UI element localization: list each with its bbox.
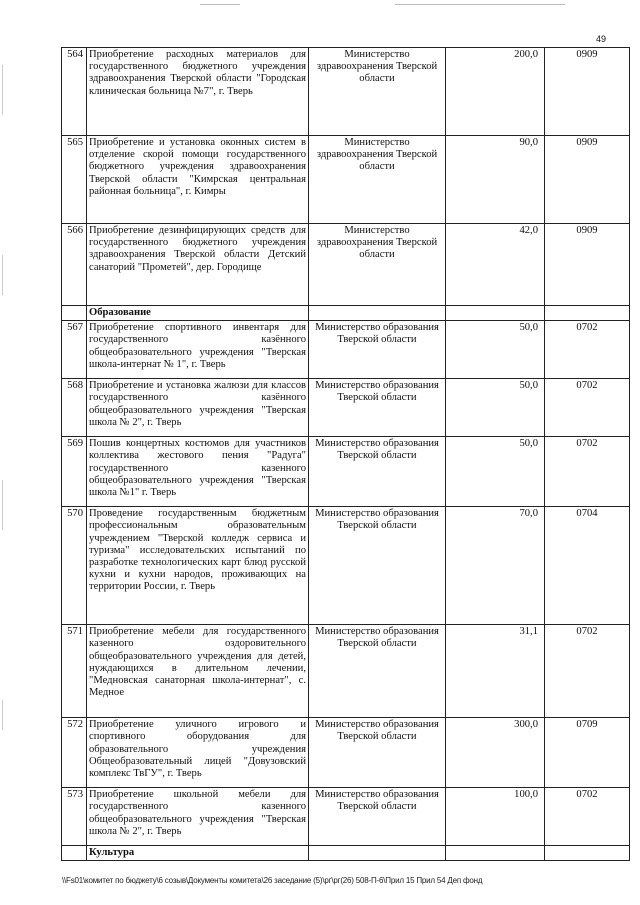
ministry-name: Министерство здравоохранения Тверской области <box>309 136 446 224</box>
item-number: 567 <box>62 321 87 379</box>
table-row <box>62 788 630 846</box>
item-description: Приобретение уличного игрового и спортивного оборудования для образовательного учреждения Общеобразовательный лицей "Довузовский комплекс ТвГУ", г. Тверь <box>87 718 309 788</box>
item-number: 565 <box>62 136 87 224</box>
item-description: Приобретение и установка оконных систем в отделение скорой помощи государственного бюджетного учреждения здравоохранения Тверской области "Кимрская центральная районная больница", г. Кимры <box>87 136 309 224</box>
scan-artifact <box>395 4 565 5</box>
margin-artifact <box>2 480 3 530</box>
section-title: Культура <box>87 846 309 861</box>
section-empty-cell <box>309 306 446 321</box>
amount-value: 100,0 <box>446 788 545 846</box>
section-empty-cell <box>446 306 545 321</box>
amount-value: 300,0 <box>446 718 545 788</box>
amount-value: 31,1 <box>446 625 545 718</box>
section-num-cell <box>62 846 87 861</box>
item-description: Приобретение дезинфицирующих средств для государственного бюджетного учреждения здравоохранения Тверской области Детский санаторий "Прометей", дер. Городище <box>87 224 309 306</box>
item-number: 573 <box>62 788 87 846</box>
table-row <box>62 224 630 306</box>
table-row <box>62 625 630 718</box>
amount-value: 50,0 <box>446 437 545 507</box>
section-empty-cell <box>446 846 545 861</box>
table-row <box>62 136 630 224</box>
budget-code: 0702 <box>545 379 630 437</box>
ministry-name: Министерство образования Тверской области <box>309 437 446 507</box>
amount-value: 42,0 <box>446 224 545 306</box>
margin-artifact <box>2 700 3 730</box>
item-number: 564 <box>62 48 87 136</box>
table-row <box>62 718 630 788</box>
item-number: 568 <box>62 379 87 437</box>
section-empty-cell <box>545 306 630 321</box>
budget-code: 0702 <box>545 625 630 718</box>
item-description: Приобретение спортивного инвентаря для государственного казённого общеобразовательного учреждения "Тверская школа-интернат № 1", г. Тверь <box>87 321 309 379</box>
ministry-name: Министерство образования Тверской области <box>309 625 446 718</box>
ministry-name: Министерство здравоохранения Тверской области <box>309 48 446 136</box>
item-number: 569 <box>62 437 87 507</box>
amount-value: 50,0 <box>446 379 545 437</box>
ministry-name: Министерство образования Тверской области <box>309 507 446 625</box>
budget-code: 0909 <box>545 224 630 306</box>
file-path-footer: \\Fs01\комитет по бюджету\6 созыв\Документы комитета\26 заседание (5)\рг\рг(26) 508-П-6\Прил 15 Прил 54 Деп фонд <box>62 876 483 885</box>
budget-code: 0702 <box>545 321 630 379</box>
section-empty-cell <box>545 846 630 861</box>
item-number: 572 <box>62 718 87 788</box>
table-row <box>62 507 630 625</box>
amount-value: 200,0 <box>446 48 545 136</box>
budget-code: 0704 <box>545 507 630 625</box>
section-empty-cell <box>309 846 446 861</box>
budget-code: 0702 <box>545 788 630 846</box>
amount-value: 90,0 <box>446 136 545 224</box>
ministry-name: Министерство образования Тверской области <box>309 321 446 379</box>
margin-artifact <box>2 65 3 115</box>
item-description: Приобретение мебели для государственного казенного оздоровительного общеобразовательного учреждения для детей, нуждающихся в длительном лечении, "Медновская санаторная школа-интернат", с. Медное <box>87 625 309 718</box>
amount-value: 70,0 <box>446 507 545 625</box>
table-row <box>62 48 630 136</box>
section-header-row <box>62 306 630 321</box>
ministry-name: Министерство образования Тверской области <box>309 379 446 437</box>
budget-table-body <box>62 48 630 861</box>
item-description: Пошив концертных костюмов для участников коллектива жестового пения "Радуга" государственного казенного общеобразовательного учреждения "Тверская школа №1" г. Тверь <box>87 437 309 507</box>
table-row <box>62 437 630 507</box>
item-number: 570 <box>62 507 87 625</box>
budget-code: 0909 <box>545 48 630 136</box>
item-description: Приобретение школьной мебели для государственного казенного общеобразовательного учреждения "Тверская школа № 2", г. Тверь <box>87 788 309 846</box>
item-number: 571 <box>62 625 87 718</box>
table-row <box>62 379 630 437</box>
ministry-name: Министерство образования Тверской области <box>309 718 446 788</box>
budget-table <box>61 47 630 861</box>
item-description: Проведение государственным бюджетным профессиональным образовательным учреждением "Тверской колледж сервиса и туризма" исследовательских испытаний по разработке технологических карт блюд русской кухни и кухни народов, проживающих на территории России, г. Тверь <box>87 507 309 625</box>
budget-code: 0909 <box>545 136 630 224</box>
ministry-name: Министерство образования Тверской области <box>309 788 446 846</box>
item-description: Приобретение расходных материалов для государственного бюджетного учреждения здравоохранения Тверской области "Городская клиническая больница №7", г. Тверь <box>87 48 309 136</box>
budget-code: 0709 <box>545 718 630 788</box>
page-number: 49 <box>596 34 607 44</box>
section-header-row <box>62 846 630 861</box>
budget-code: 0702 <box>545 437 630 507</box>
item-number: 566 <box>62 224 87 306</box>
amount-value: 50,0 <box>446 321 545 379</box>
section-num-cell <box>62 306 87 321</box>
section-title: Образование <box>87 306 309 321</box>
margin-artifact <box>2 255 3 295</box>
item-description: Приобретение и установка жалюзи для классов государственного казённого общеобразовательного учреждения "Тверская школа № 2", г. Тверь <box>87 379 309 437</box>
scan-artifact <box>200 4 240 5</box>
table-row <box>62 321 630 379</box>
ministry-name: Министерство здравоохранения Тверской области <box>309 224 446 306</box>
